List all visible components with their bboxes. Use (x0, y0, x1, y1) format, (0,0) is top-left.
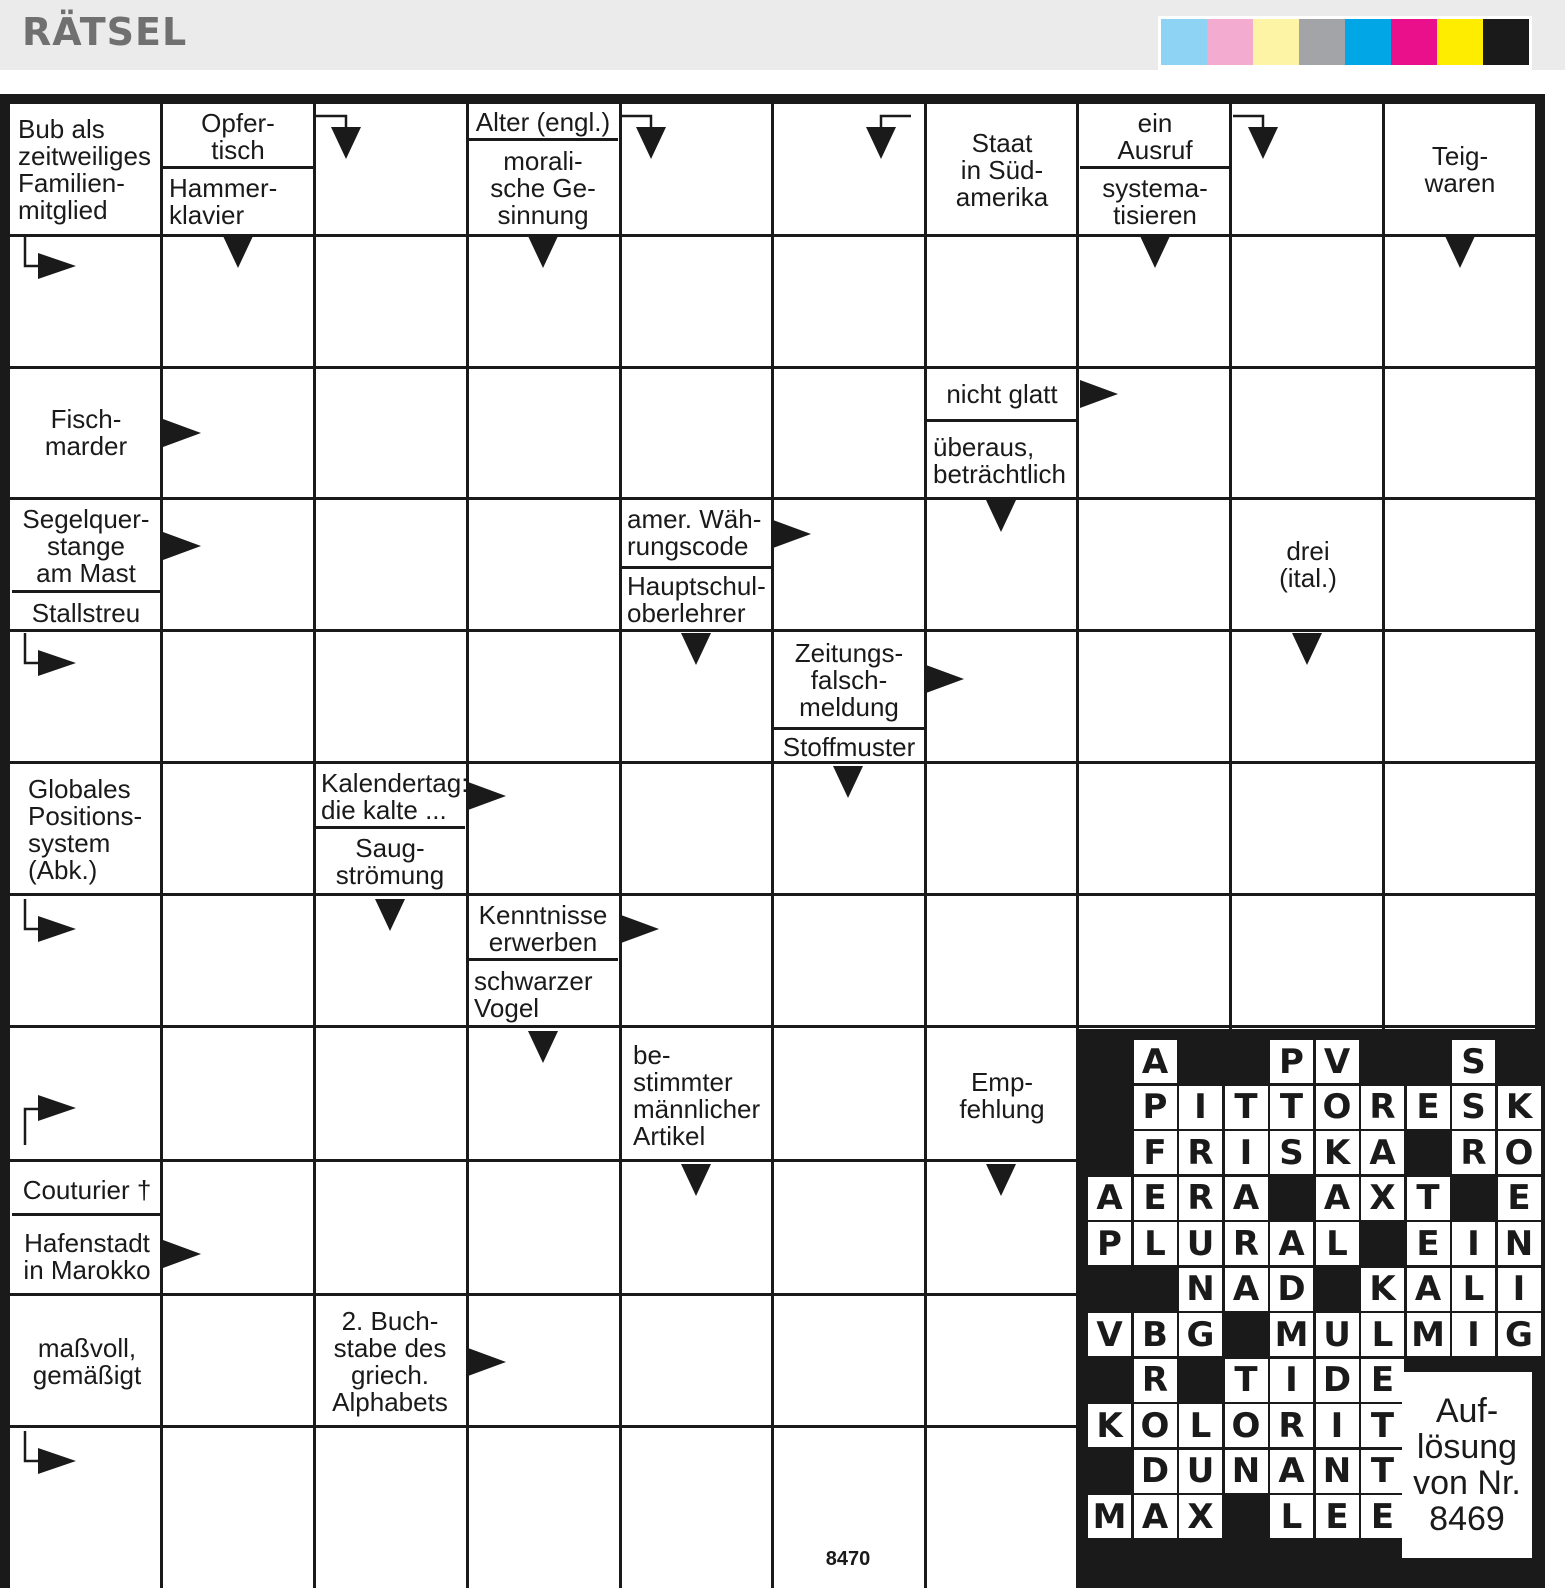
solution-letter: X (1361, 1177, 1404, 1220)
solution-letter: N (1498, 1222, 1541, 1265)
clue-text: stabe des (333, 1333, 447, 1363)
solution-letter: O (1316, 1086, 1359, 1129)
solution-letter: O (1225, 1404, 1268, 1447)
bent-arrow-down-icon (1233, 113, 1293, 173)
clue-text: stimmter (633, 1067, 733, 1097)
clue-text: Ausruf (1117, 135, 1193, 165)
clue-box (774, 633, 924, 727)
clue-text: amer. Wäh- (627, 504, 762, 534)
solution-letter: O (1134, 1404, 1177, 1447)
solution-letter: E (1407, 1086, 1450, 1129)
clue-box (927, 423, 1083, 499)
clue-text: maßvoll, (37, 1333, 137, 1363)
solution-letter: A (1316, 1177, 1359, 1220)
clue-text: amerika (955, 181, 1049, 212)
arrow-down-icon (528, 1031, 588, 1091)
clue-text: meldung (799, 691, 899, 722)
solution-letter: I (1498, 1268, 1541, 1311)
solution-letter: F (1134, 1131, 1177, 1174)
solution-letter: M (1407, 1313, 1450, 1356)
solution-letter: M (1270, 1313, 1313, 1356)
solution-letter: S (1452, 1086, 1495, 1129)
clue-text: Teig- (1431, 141, 1489, 171)
solution-letter: L (1361, 1313, 1404, 1356)
solution-letter: G (1179, 1313, 1222, 1356)
solution-label (1402, 1372, 1532, 1558)
bent-arrow-right-icon (22, 1095, 82, 1155)
solution-letter: A (1088, 1177, 1131, 1220)
puzzle-number: 8470 (810, 1546, 886, 1588)
solution-letter: E (1407, 1222, 1450, 1265)
solution-letter: A (1407, 1268, 1450, 1311)
solution-label-line: Auf- (1435, 1392, 1499, 1430)
solution-letter: A (1225, 1268, 1268, 1311)
clue-box (468, 104, 618, 140)
solution-letter: T (1361, 1404, 1404, 1447)
solution-letter: R (1452, 1131, 1495, 1174)
clue-text: ein (1137, 108, 1173, 138)
clue-text: schwarzer (474, 966, 593, 996)
clue-text: Saug- (355, 833, 425, 863)
arrow-down-icon (528, 236, 588, 296)
solution-letter: A (1361, 1131, 1404, 1174)
clue-text: erwerben (488, 927, 598, 957)
clue-text: sinnung (497, 199, 589, 230)
solution-letter: X (1179, 1495, 1222, 1538)
solution-letter: B (1134, 1313, 1177, 1356)
solution-letter: U (1179, 1222, 1222, 1265)
clue-box (12, 106, 168, 234)
solution-letter: R (1134, 1359, 1177, 1402)
clue-text: Fisch- (50, 404, 122, 434)
grid-line (10, 761, 1535, 764)
clue-box (12, 595, 160, 631)
solution-letter: L (1134, 1222, 1177, 1265)
arrow-down-icon (986, 1164, 1046, 1224)
clue-text: Emp- (970, 1067, 1034, 1097)
solution-letter: T (1225, 1086, 1268, 1129)
solution-letter: K (1498, 1086, 1541, 1129)
grid-line (924, 104, 927, 1588)
clue-text: strömung (335, 860, 445, 890)
clue-box (315, 1297, 465, 1427)
solution-letter: E (1498, 1177, 1541, 1220)
color-swatch (1437, 19, 1483, 65)
clue-box (315, 767, 471, 827)
solution-letter: I (1316, 1404, 1359, 1447)
solution-letter: M (1088, 1495, 1131, 1538)
solution-letter: P (1134, 1086, 1177, 1129)
clue-box (12, 1219, 162, 1295)
solution-letter: N (1179, 1268, 1222, 1311)
solution-letter: N (1225, 1450, 1268, 1493)
clue-box (468, 963, 624, 1027)
solution-letter: L (1452, 1268, 1495, 1311)
solution-letter: R (1361, 1086, 1404, 1129)
clue-text: am Mast (36, 557, 136, 588)
arrow-right-icon (621, 915, 681, 975)
solution-letter: U (1179, 1450, 1222, 1493)
color-swatch (1207, 19, 1253, 65)
solution-letter: T (1225, 1359, 1268, 1402)
clue-text: Bub als (18, 114, 105, 144)
clue-box (627, 1031, 779, 1161)
arrow-down-icon (1292, 633, 1352, 693)
clue-text: (ital.) (1279, 563, 1337, 593)
arrow-right-icon (1080, 380, 1140, 440)
clue-box (163, 171, 319, 233)
arrow-down-icon (986, 500, 1046, 560)
solution-letter: L (1179, 1404, 1222, 1447)
clue-text: in Marokko (23, 1255, 151, 1285)
clue-text: morali- (503, 145, 583, 176)
solution-letter: O (1498, 1131, 1541, 1174)
color-swatch (1253, 19, 1299, 65)
solution-letter: S (1270, 1131, 1313, 1174)
clue-text: überaus, (933, 432, 1035, 462)
solution-letter: P (1088, 1222, 1131, 1265)
clue-box (468, 898, 618, 960)
solution-letter: T (1270, 1086, 1313, 1129)
color-swatch (1483, 19, 1529, 65)
solution-letter: I (1225, 1131, 1268, 1174)
clue-text: beträchtlich (933, 459, 1066, 489)
arrow-down-icon (833, 766, 893, 826)
solution-letter: S (1452, 1040, 1495, 1083)
arrow-right-icon (926, 665, 986, 725)
clue-box (22, 765, 168, 895)
arrow-down-icon (1140, 236, 1200, 296)
clue-text: fehlung (959, 1094, 1045, 1124)
clue-box (12, 1164, 162, 1216)
color-swatch (1299, 19, 1345, 65)
clue-text: sche Ge- (490, 172, 596, 203)
clue-text: Couturier † (22, 1174, 152, 1205)
solution-letter: K (1361, 1268, 1404, 1311)
solution-letter: E (1316, 1495, 1359, 1538)
clue-box (315, 830, 465, 894)
clue-box (12, 368, 160, 498)
solution-letter: I (1452, 1222, 1495, 1265)
arrow-down-icon (681, 1164, 741, 1224)
bent-arrow-down-icon (316, 113, 376, 173)
solution-letter: A (1225, 1177, 1268, 1220)
clue-text: 2. Buch- (341, 1306, 439, 1336)
clue-text: drei (1286, 536, 1330, 566)
grid-line (771, 104, 774, 1588)
clue-box (774, 730, 924, 764)
solution-letter: U (1316, 1313, 1359, 1356)
bent-arrow-right-icon (22, 899, 82, 959)
bent-arrow-right-icon (22, 1431, 82, 1491)
solution-letter: R (1225, 1222, 1268, 1265)
solution-letter: T (1361, 1450, 1404, 1493)
clue-box (1080, 106, 1230, 168)
clue-text: griech. (350, 1360, 430, 1390)
clue-text: zeitweiliges (18, 141, 151, 171)
clue-box (621, 569, 777, 631)
solution-letter: I (1452, 1313, 1495, 1356)
solution-letter: E (1361, 1495, 1404, 1538)
clue-text: klavier (169, 200, 245, 230)
arrow-down-icon (1445, 236, 1505, 296)
solution-letter: A (1134, 1040, 1177, 1083)
bent-arrow-down-icon (866, 113, 926, 173)
solution-letter: I (1270, 1359, 1313, 1402)
clue-text: Kalendertag: (321, 768, 469, 798)
solution-letter: R (1179, 1131, 1222, 1174)
clue-text: Staat (971, 127, 1033, 158)
grid-line (619, 104, 622, 1588)
clue-box (621, 500, 777, 566)
solution-letter: K (1316, 1131, 1359, 1174)
clue-text: be- (633, 1040, 671, 1070)
clue-text: tisieren (1113, 200, 1197, 230)
clue-text: (Abk.) (28, 855, 98, 885)
solution-letter: E (1134, 1177, 1177, 1220)
solution-letter: D (1270, 1268, 1313, 1311)
solution-letter: D (1316, 1359, 1359, 1402)
clue-box (1233, 500, 1383, 630)
clue-text: Segelquer- (22, 503, 150, 534)
arrow-right-icon (163, 532, 223, 592)
arrow-down-icon (223, 236, 283, 296)
clue-text: falsch- (810, 664, 888, 695)
clue-text: systema- (1102, 173, 1208, 203)
clue-text: Kenntnisse (478, 900, 608, 930)
clue-text: Vogel (474, 993, 540, 1023)
clue-text: oberlehrer (627, 598, 746, 628)
clue-box (927, 106, 1077, 234)
header-bar (0, 0, 1565, 70)
solution-letter: A (1270, 1222, 1313, 1265)
clue-text: Stallstreu (31, 597, 141, 628)
clue-text: stange (46, 530, 126, 561)
clue-box (163, 106, 313, 168)
solution-letter: V (1088, 1313, 1131, 1356)
clue-text: Zeitungs- (794, 637, 904, 668)
solution-letter: G (1498, 1313, 1541, 1356)
clue-box (1386, 106, 1534, 234)
arrow-right-icon (163, 419, 223, 479)
page-title: RÄTSEL (22, 10, 188, 54)
arrow-right-icon (773, 520, 833, 580)
solution-letter: A (1270, 1450, 1313, 1493)
solution-letter: D (1134, 1450, 1177, 1493)
clue-text: die kalte ... (321, 795, 447, 825)
clue-box (927, 368, 1077, 420)
solution-letter: E (1361, 1359, 1404, 1402)
clue-text: nicht glatt (946, 378, 1058, 409)
clue-text: Hafenstadt (24, 1228, 150, 1258)
clue-text: Familien- (18, 168, 125, 198)
clue-text: mitglied (18, 195, 108, 225)
solution-letter: V (1316, 1040, 1359, 1083)
clue-text: in Süd- (960, 154, 1044, 185)
clue-box (12, 500, 160, 592)
clue-text: Opfer- (201, 108, 275, 138)
grid-line (10, 1025, 1535, 1028)
color-swatch (1345, 19, 1391, 65)
solution-label-line: von Nr. (1413, 1464, 1521, 1502)
arrow-down-icon (375, 899, 435, 959)
clue-text: Hammer- (169, 173, 278, 203)
clue-text: Positions- (28, 801, 143, 831)
solution-label-line: 8469 (1429, 1500, 1505, 1538)
solution-letter: L (1316, 1222, 1359, 1265)
clue-text: marder (44, 431, 128, 461)
solution-letter: R (1179, 1177, 1222, 1220)
solution-letter: L (1270, 1495, 1313, 1538)
solution-letter: T (1407, 1177, 1450, 1220)
clue-text: Artikel (633, 1121, 706, 1151)
bent-arrow-right-icon (22, 633, 82, 693)
grid-line (10, 366, 1535, 369)
clue-text: rungscode (627, 531, 749, 561)
clue-text: Globales (28, 774, 131, 804)
clue-text: Stoffmuster (782, 731, 916, 762)
solution-letter: K (1088, 1404, 1131, 1447)
solution-letter: I (1179, 1086, 1222, 1129)
clue-text: gemäßigt (32, 1360, 142, 1390)
color-swatch (1161, 19, 1207, 65)
solution-letter: N (1316, 1450, 1359, 1493)
grid-line (10, 893, 1535, 896)
color-swatch (1391, 19, 1437, 65)
clue-text: system (28, 828, 111, 858)
clue-text: tisch (211, 135, 265, 165)
bent-arrow-right-icon (22, 236, 82, 296)
arrow-right-icon (468, 1348, 528, 1408)
clue-box (12, 1297, 162, 1427)
clue-box (468, 142, 618, 234)
solution-letter: A (1134, 1495, 1177, 1538)
clue-box (1080, 171, 1230, 233)
arrow-right-icon (468, 782, 528, 842)
color-calibration-bar (1158, 16, 1532, 70)
clue-text: waren (1424, 168, 1496, 198)
solution-label-line: lösung (1416, 1428, 1518, 1466)
clue-text: Alphabets (332, 1387, 448, 1417)
bent-arrow-down-icon (621, 113, 681, 173)
solution-letter: R (1270, 1404, 1313, 1447)
arrow-down-icon (681, 633, 741, 693)
solution-letter: P (1270, 1040, 1313, 1083)
clue-box (927, 1031, 1077, 1161)
arrow-right-icon (163, 1240, 223, 1300)
clue-text: Alter (engl.) (475, 106, 611, 137)
clue-text: Hauptschul- (627, 571, 766, 601)
clue-text: männlicher (633, 1094, 761, 1124)
